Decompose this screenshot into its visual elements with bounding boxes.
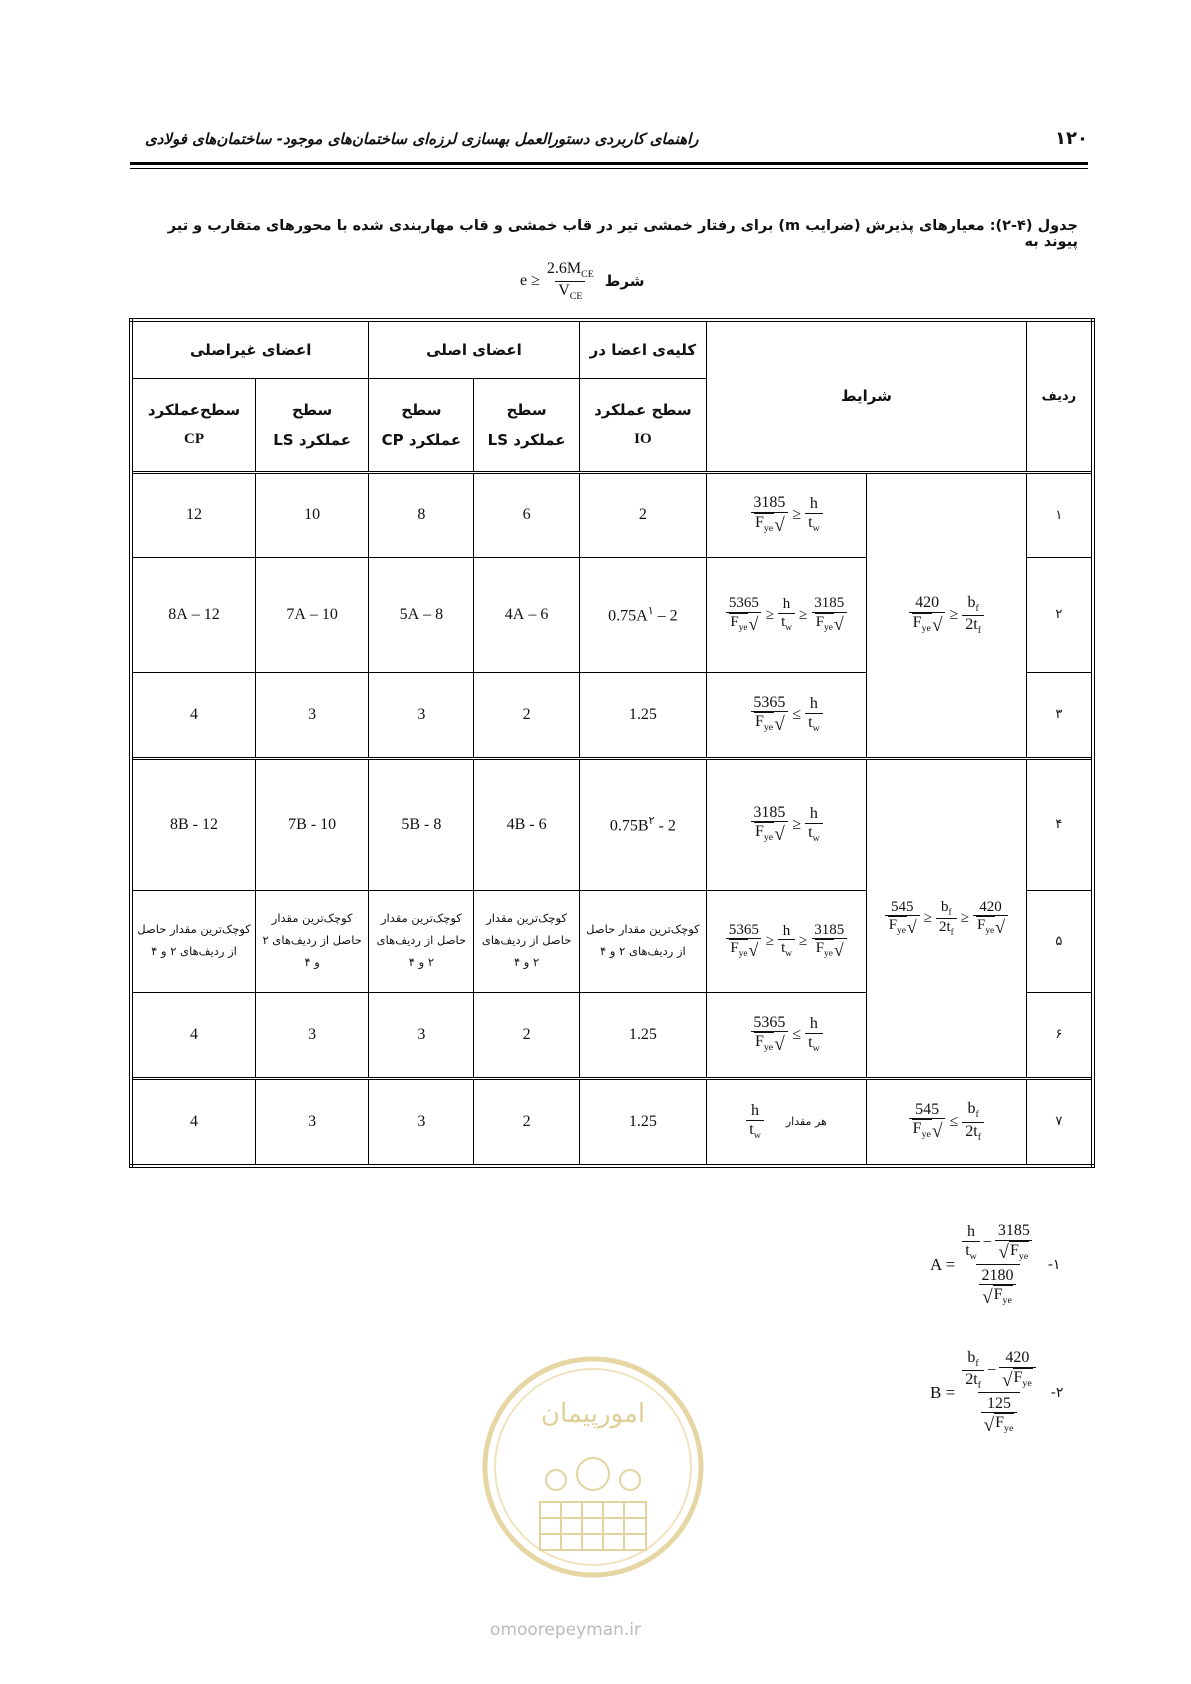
secondary-cp-value: 4 <box>131 672 256 758</box>
io-value: 1.25 <box>579 992 706 1078</box>
footnote-marker: ۱ <box>647 603 654 617</box>
secondary-cp-value: کوچک‌ترین مقدار حاصل از ردیف‌های ۲ و ۴ <box>131 890 256 992</box>
footnote-marker: ۲ <box>648 813 655 827</box>
header-perf: عملکرد LS <box>273 430 352 449</box>
watermark-logo <box>478 1352 708 1582</box>
header-secondary-ls <box>256 378 369 472</box>
header-secondary: اعضای غیراصلی <box>131 320 369 378</box>
io-value: 2 <box>579 472 706 557</box>
primary-cp-value: 8 – 5A <box>369 557 474 672</box>
secondary-cp-value: 12 - 8B <box>131 758 256 890</box>
secondary-ls-value: 3 <box>256 672 369 758</box>
row-number: ۷ <box>1026 1078 1093 1166</box>
header-rule <box>130 162 1088 165</box>
secondary-cp-value: 12 <box>131 472 256 557</box>
primary-ls-value: 2 <box>474 1078 579 1166</box>
row-number: ۲ <box>1026 557 1093 672</box>
io-expression: 2 - 0.75B <box>609 817 676 835</box>
secondary-ls-value: 10 – 7A <box>256 557 369 672</box>
io-value: 1.25 <box>579 1078 706 1166</box>
table-row <box>131 758 1093 890</box>
secondary-ls-value: کوچک‌ترین مقدار حاصل از ردیف‌های ۲ و ۴ <box>256 890 369 992</box>
io-value: 1.25 <box>579 672 706 758</box>
io-value <box>579 758 706 890</box>
any-value-note: هر مقدار <box>785 1115 827 1129</box>
secondary-ls-value: 10 - 7B <box>256 758 369 890</box>
secondary-ls-value: 3 <box>256 992 369 1078</box>
acceptance-table <box>129 318 1095 1168</box>
primary-cp-value: 8 <box>369 472 474 557</box>
header-perf: عملکرد CP <box>381 430 462 449</box>
primary-ls-value: 6 – 4A <box>474 557 579 672</box>
header-io-level: IO <box>634 431 652 447</box>
header-all-members: کلیه‌ی اعضا در <box>579 320 706 378</box>
row-number: ۶ <box>1026 992 1093 1078</box>
header-perf: سطح‌عملکرد <box>147 401 241 419</box>
primary-cp-value: 3 <box>369 672 474 758</box>
web-condition: 3185 √ $F_{ye}$ ≤ $\frac{h}{t_w}$ ≤ 5365 √ $F_{ye}$ <box>707 557 867 672</box>
flange-condition: 420 √ $F_{ye}$ ≤ $\frac{b_f}{2t_f}$ ≤ 545 √ $F_{ye}$ <box>866 758 1026 1078</box>
header-cp: CP <box>184 431 204 447</box>
footnote-number: -۱ <box>1047 1257 1061 1274</box>
header-rule-thin <box>130 168 1088 169</box>
watermark-logo-text: امورپیمان <box>540 1399 646 1429</box>
secondary-ls-value: 3 <box>256 1078 369 1166</box>
web-condition: هر مقدار $\frac{h}{t_w}$ <box>707 1078 867 1166</box>
web-condition: $\frac{h}{t_w}$ ≤ 3185 √ $F_{ye}$ <box>707 758 867 890</box>
header-perf: عملکرد LS <box>487 430 566 449</box>
table-row <box>131 472 1093 557</box>
row-number: ۱ <box>1026 472 1093 557</box>
web-condition: $\frac{h}{t_w}$ ≥ 5365 √ $F_{ye}$ <box>707 992 867 1078</box>
primary-ls-value: 2 <box>474 672 579 758</box>
primary-ls-value: 6 - 4B <box>474 758 579 890</box>
secondary-ls-value: 10 <box>256 472 369 557</box>
primary-ls-value: کوچک‌ترین مقدار حاصل از ردیف‌های ۲ و ۴ <box>474 890 579 992</box>
row-number: ۴ <box>1026 758 1093 890</box>
row-number: ۳ <box>1026 672 1093 758</box>
footnote-b: B = $\frac{b_f}{2t_f}$ − 420 √ $F_{ye}$ 125 √ $F_{ye}$ -۲ <box>930 1349 1064 1437</box>
header-row-no: ردیف <box>1026 320 1093 472</box>
primary-ls-value: 6 <box>474 472 579 557</box>
primary-cp-value: 3 <box>369 1078 474 1166</box>
secondary-cp-value: 4 <box>131 1078 256 1166</box>
io-value <box>579 557 706 672</box>
header-conditions: شرایط <box>707 320 1027 472</box>
web-condition: $\frac{h}{t_w}$ ≤ 3185 √ $F_{ye}$ <box>707 472 867 557</box>
header-level: سطح <box>401 400 442 419</box>
web-condition: $\frac{h}{t_w}$ ≥ 5365 √ $F_{ye}$ <box>707 672 867 758</box>
table-row <box>131 1078 1093 1166</box>
primary-cp-value: کوچک‌ترین مقدار حاصل از ردیف‌های ۲ و ۴ <box>369 890 474 992</box>
header-level: سطح <box>506 400 547 419</box>
header-primary-cp <box>369 378 474 472</box>
header-primary: اعضای اصلی <box>369 320 579 378</box>
flange-condition: $\frac{b_f}{2t_f}$ ≤ 420 √ $F_{ye}$ <box>866 472 1026 758</box>
io-expression: 2 – 0.75A <box>608 607 678 625</box>
condition-word: شرط <box>604 272 645 290</box>
header-secondary-cp <box>131 378 256 472</box>
secondary-cp-value: 12 – 8A <box>131 557 256 672</box>
header-io-perf: سطح عملکرد <box>594 401 692 419</box>
primary-cp-value: 3 <box>369 992 474 1078</box>
footnote-number: -۲ <box>1050 1384 1064 1401</box>
primary-cp-value: 8 - 5B <box>369 758 474 890</box>
row-number: ۵ <box>1026 890 1093 992</box>
io-value: کوچک‌ترین مقدار حاصل از ردیف‌های ۲ و ۴ <box>579 890 706 992</box>
web-condition: 3185 √ $F_{ye}$ ≤ $\frac{h}{t_w}$ ≤ 5365 √ $F_{ye}$ <box>707 890 867 992</box>
book-title: راهنمای کاربردی دستورالعمل بهسازی لرزه‌ای ساختمان‌های موجود- ساختمان‌های فولادی <box>145 130 699 148</box>
header-level: سطح <box>292 400 333 419</box>
flange-condition: $\frac{b_f}{2t_f}$ ≥ 545 √ $F_{ye}$ <box>866 1078 1026 1166</box>
header-primary-ls <box>474 378 579 472</box>
watermark-url: omoorepeyman.ir <box>490 1620 642 1640</box>
secondary-cp-value: 4 <box>131 992 256 1078</box>
footnote-a: A = $\frac{h}{t_w}$ − 3185 √ $F_{ye}$ 2180 √ $F_{ye}$ -۱ <box>930 1222 1061 1309</box>
primary-ls-value: 2 <box>474 992 579 1078</box>
page-number: ۱۲۰ <box>1055 128 1088 149</box>
table-caption: جدول (۴-۲): معیارهای پذیرش (ضرایب m) برای رفتار خمشی تیر در قاب خمشی و قاب مهاربندی شده با محورهای متقارب و تیر پیوند به <box>167 218 1078 250</box>
header-io <box>579 378 706 472</box>
caption-condition: e ≥ $\frac{2.6M_{CE}}{V_{CE}}$ شرط <box>520 259 645 302</box>
